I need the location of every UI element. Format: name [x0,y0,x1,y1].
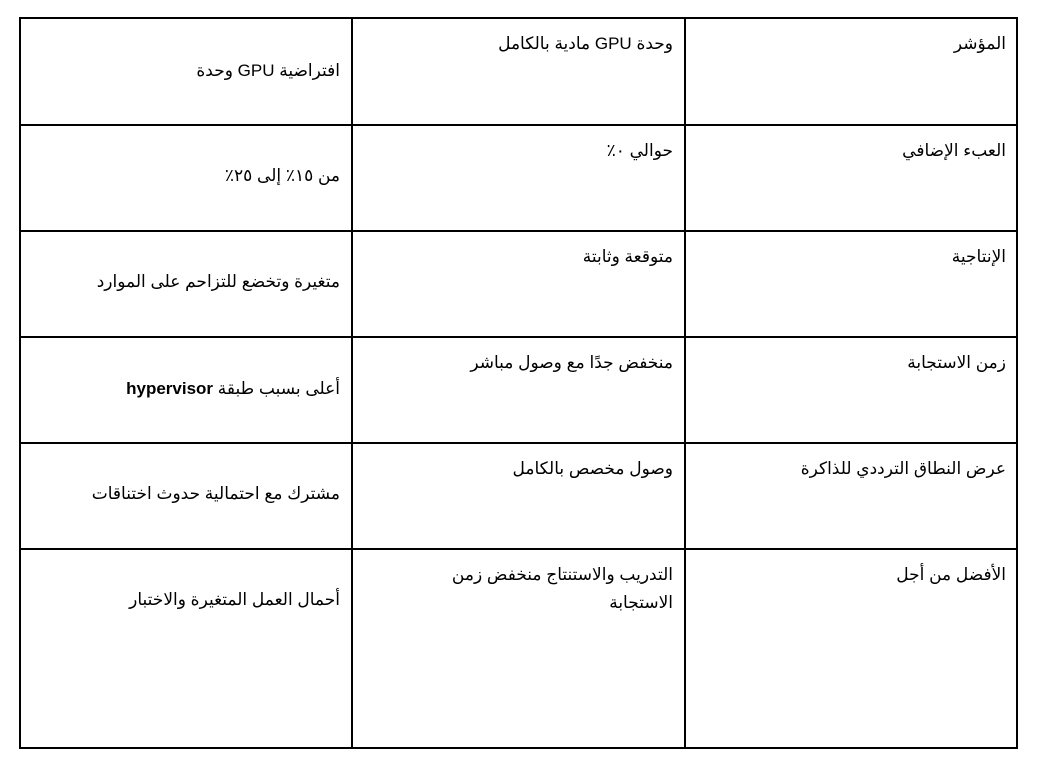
row-latency-metric: زمن الاستجابة [907,353,1006,372]
row-bestfor-virtual: أحمال العمل المتغيرة والاختبار [129,590,340,609]
row-latency-virtual [40,375,340,403]
row-overhead-physical: حوالي ٠٪ [606,141,673,160]
row-latency-physical: منخفض جدًا مع وصول مباشر [470,353,673,372]
comparison-table [19,17,1018,749]
header-metric: المؤشر [953,34,1006,53]
column-divider [351,19,353,747]
header-virtual-gpu: افتراضية GPU وحدة [196,61,340,80]
row-divider [21,336,1016,338]
row-throughput-virtual: متغيرة وتخضع للتزاحم على الموارد [96,272,340,291]
header-physical-gpu: وحدة GPU مادية بالكامل [498,34,673,53]
hypervisor-term: hypervisor [126,379,214,398]
row-bestfor-metric: الأفضل من أجل [896,565,1006,584]
row-bandwidth-physical: وصول مخصص بالكامل [512,459,673,478]
row-throughput-physical: متوقعة وثابتة [582,247,673,266]
row-divider [21,230,1016,232]
row-throughput-metric: الإنتاجية [951,247,1006,266]
row-bandwidth-virtual: مشترك مع احتمالية حدوث اختناقات [91,484,340,503]
row-bestfor-physical: التدريب والاستنتاج منخفض زمن الاستجابة [451,565,673,612]
column-divider [684,19,686,747]
row-overhead-metric: العبء الإضافي [902,141,1006,160]
row-divider [21,124,1016,126]
row-divider [21,548,1016,550]
row-divider [21,442,1016,444]
row-bandwidth-metric: عرض النطاق الترددي للذاكرة [800,459,1006,478]
row-latency-virtual-text: أعلى بسبب طبقة [213,379,340,398]
row-overhead-virtual: من ١٥٪ إلى ٢٥٪ [224,166,340,185]
